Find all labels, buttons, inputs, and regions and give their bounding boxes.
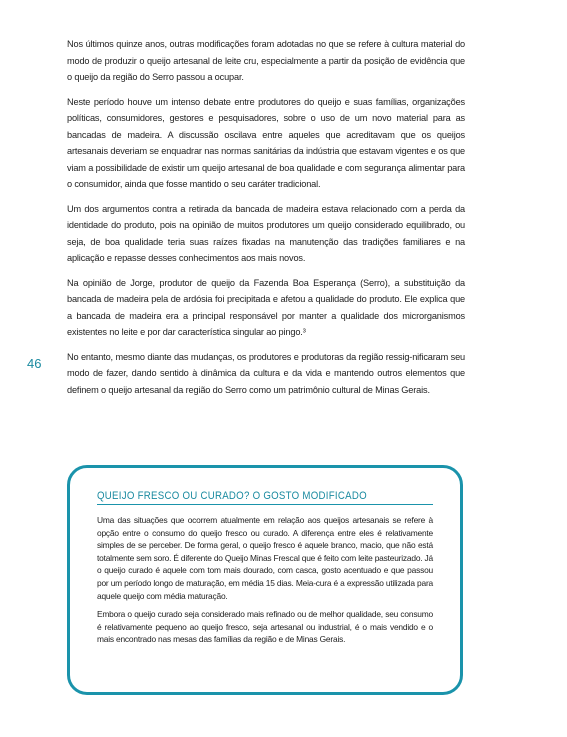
paragraph: No entanto, mesmo diante das mudanças, os produtores e produtoras da região ressig-nificaram seu modo de fazer, dando sentido à dinâmica da cultura e da vida e mantendo outros elementos que definem o queijo artesanal da região do Serro como um patrimônio cultural de Minas Gerais. [67,351,465,395]
box-paragraph: Embora o queijo curado seja considerado mais refinado ou de melhor qualidade, seu consumo é relativamente pequeno ao queijo fresco, seja artesanal ou industrial, é o mais vendido e o mais encontrado nas mesas das famílias da região e de Minas Gerais. [97,609,433,645]
paragraph: Na opinião de Jorge, produtor de queijo da Fazenda Boa Esperança (Serro), a substituição da bancada de madeira pela de ardósia foi precipitada e afetou a qualidade do produto. Ele explica que a bancada de madeira era a principal responsável por manter a qualidade dos microrganismos existentes no leite e por dar característica singular ao pingo.³ [67,277,465,337]
box-text [97,514,433,652]
box-paragraph: Uma das situações que ocorrem atualmente em relação aos queijos artesanais se refere à opção entre o consumo do queijo fresco ou curado. A diferença entre eles é relativamente simples de se perceber. De forma geral, o queijo fresco é aquele branco, macio, que não está totalmente sem soro. É diferente do Queijo Minas Frescal que é feito com leite pasteurizado. Já o queijo curado é aquele com tom mais dourado, com casca, gosto acentuado e que passou por um período longo de maturação, em média 15 dias. Meia-cura é a expressão utilizada para aquele queijo com média maturação. [97,515,433,601]
page-number: 46 [27,356,42,371]
box-title-rule [97,504,433,505]
paragraph: Nos últimos quinze anos, outras modificações foram adotadas no que se refere à cultura material do modo de produzir o queijo artesanal de leite cru, especialmente a partir da posição de evidência que o queijo da região do Serro passou a ocupar. [67,39,465,82]
paragraph: Neste período houve um intenso debate entre produtores do queijo e suas famílias, organizações políticas, consumidores, gestores e pesquisadores, sobre o uso de um novo material para as bancadas de madeira. A discussão oscilava entre aqueles que acreditavam que os queijos artesanais deveriam se enquadrar nas normas sanitárias da indústria que estavam vigentes e os que viam a possibilidade de existir um queijo artesanal de boa qualidade e com segurança alimentar para o consumidor, ainda que fosse mantido o seu caráter tradicional. [67,96,465,189]
box-title: QUEIJO FRESCO OU CURADO? O GOSTO MODIFICADO [97,490,367,502]
paragraph: Um dos argumentos contra a retirada da bancada de madeira estava relacionado com a perda da identidade do produto, pois na opinião de muitos produtores um queijo considerado equilibrado, ou seja, de boa qualidade teria suas raízes fixadas na manutenção das tradições familiares e na aplicação e repasse desses conhecimentos aos mais novos. [67,203,465,263]
main-text [67,36,465,406]
